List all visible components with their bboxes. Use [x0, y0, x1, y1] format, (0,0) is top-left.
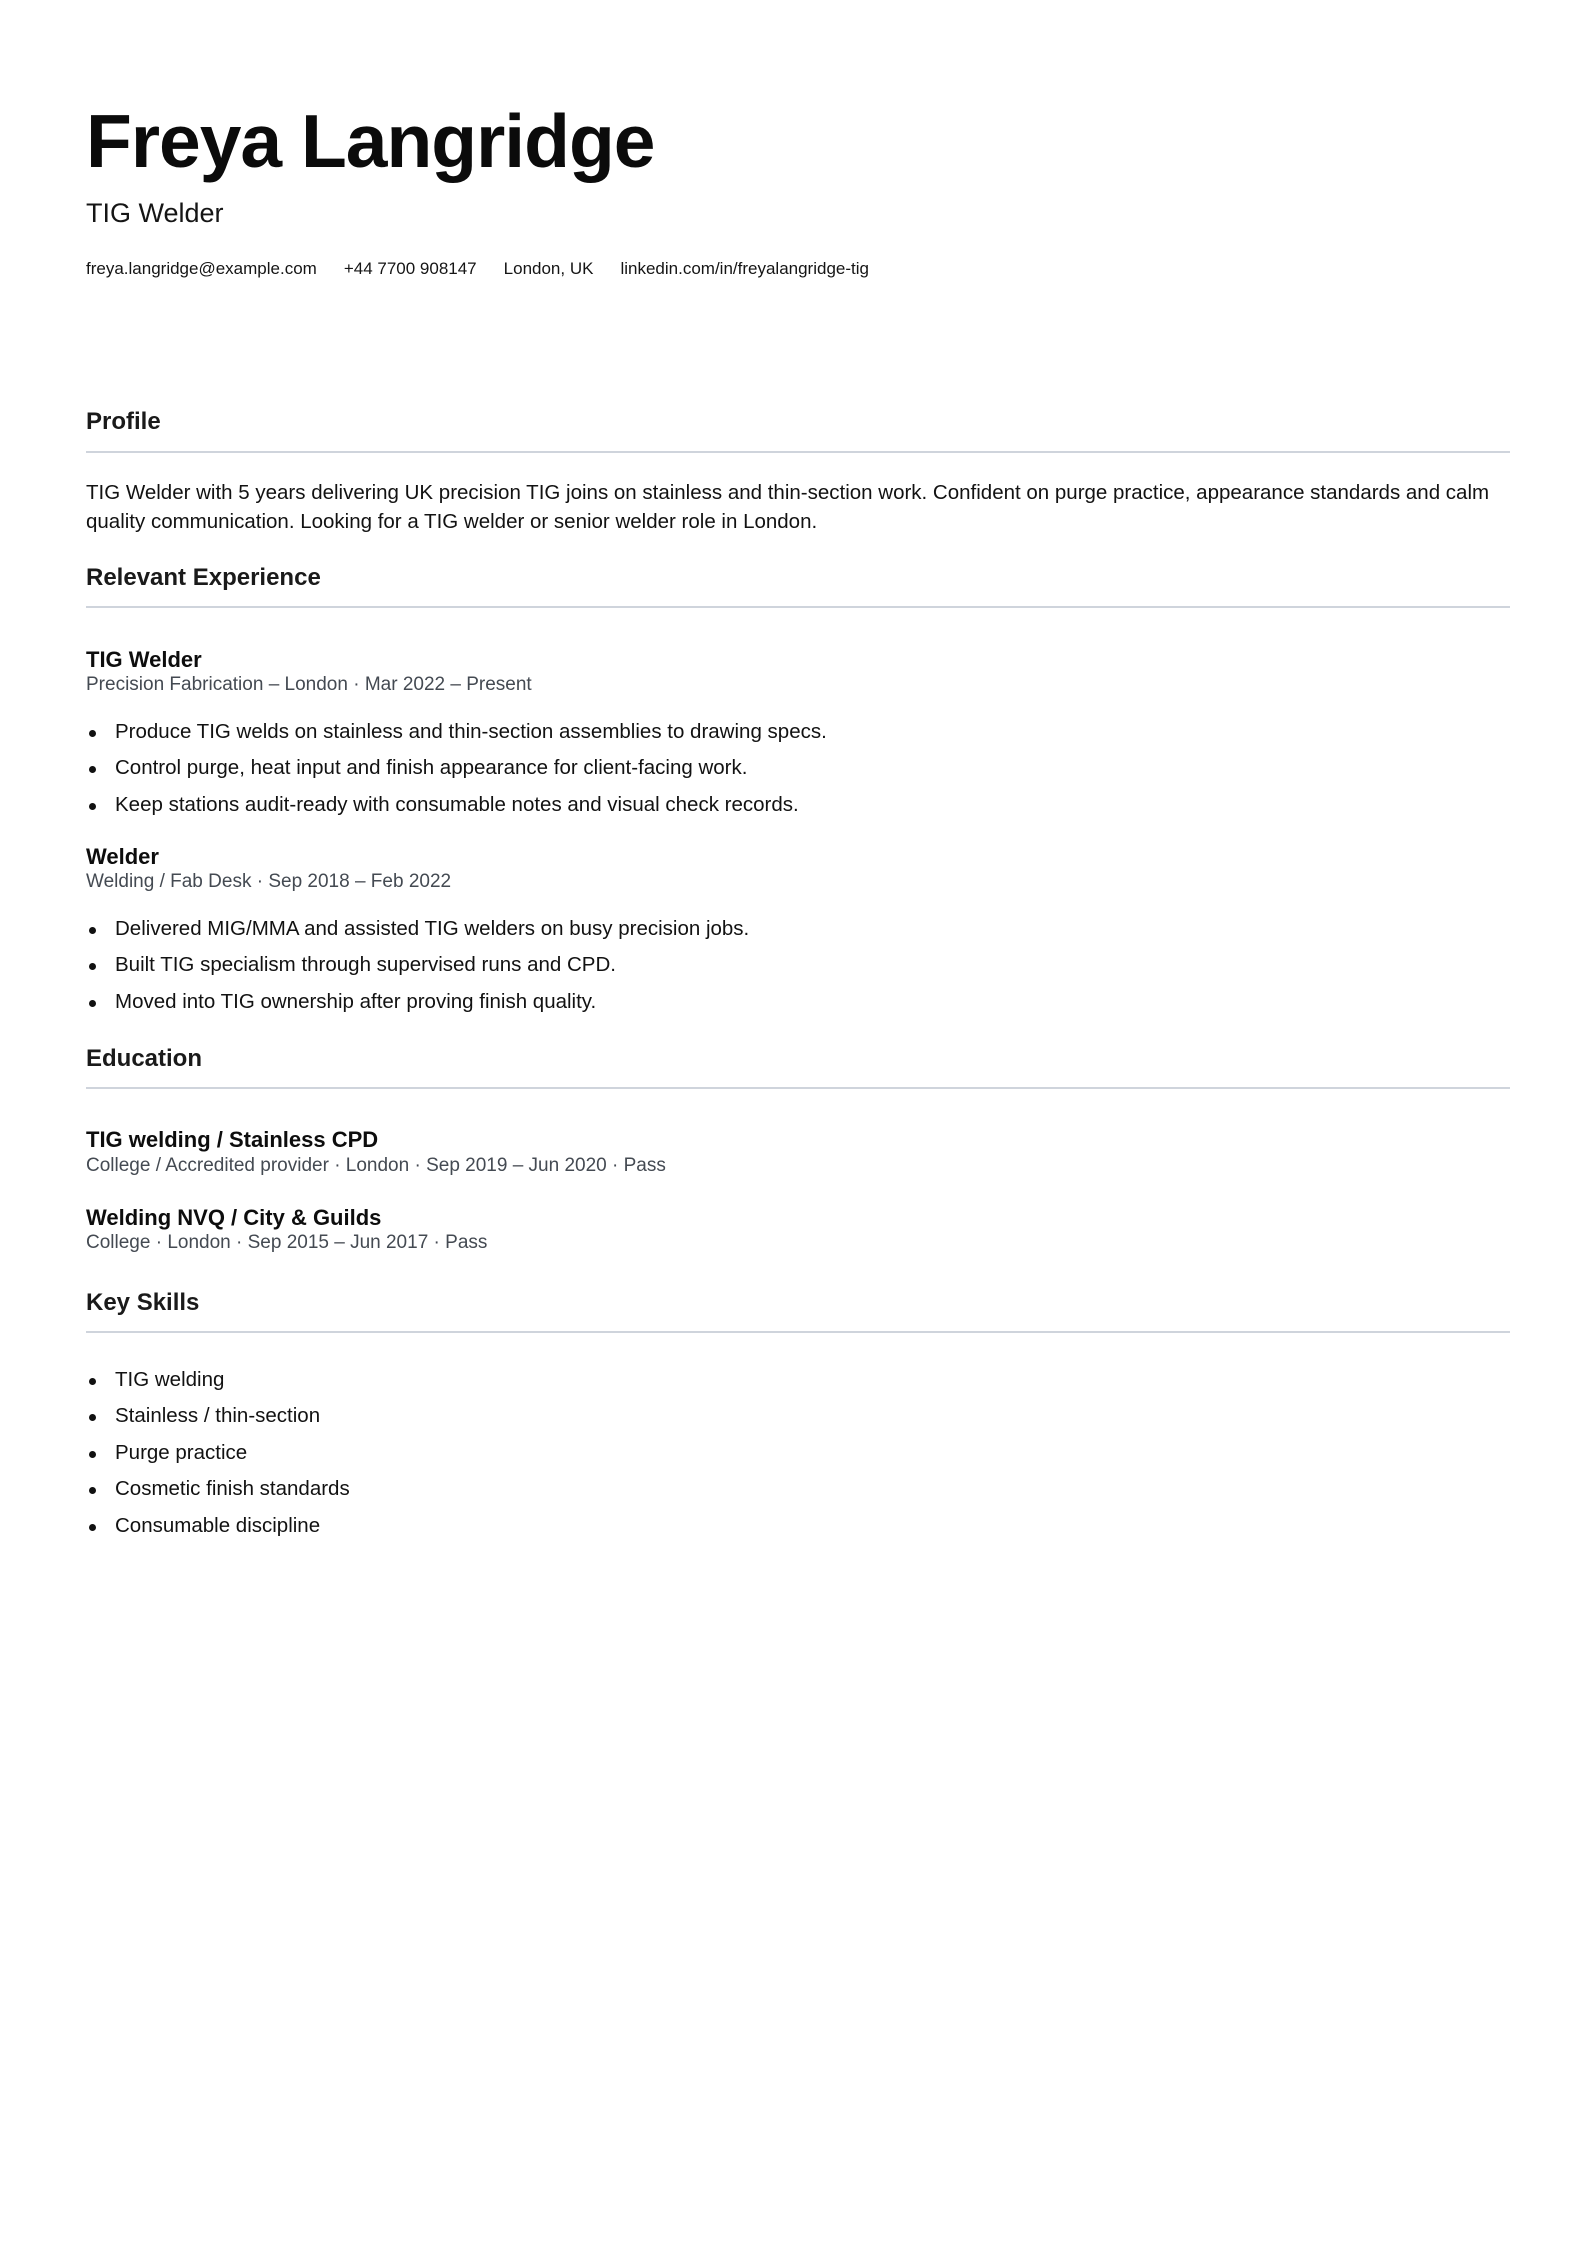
job-meta: Precision Fabrication – London · Mar 2022 – Present [86, 674, 532, 695]
education-title: TIG welding / Stainless CPD [86, 1127, 379, 1152]
skills-list [86, 1362, 1510, 1544]
section-title-skills: Key Skills [86, 1289, 200, 1316]
section-divider [86, 606, 1510, 608]
section-title-profile: Profile [86, 408, 161, 435]
education-meta: College · London · Sep 2015 – Jun 2017 · Pass [86, 1232, 488, 1253]
job-bullet: Built TIG specialism through supervised runs and CPD. [86, 947, 1510, 983]
section-title-experience: Relevant Experience [86, 564, 321, 591]
section-divider [86, 451, 1510, 453]
education-title: Welding NVQ / City & Guilds [86, 1205, 382, 1230]
skill-item: Purge practice [86, 1435, 1510, 1471]
skill-item: Stainless / thin-section [86, 1398, 1510, 1434]
candidate-name: Freya Langridge [86, 99, 655, 183]
contact-linkedin[interactable]: linkedin.com/in/freyalangridge-tig [620, 259, 869, 278]
job-bullet: Control purge, heat input and finish appearance for client-facing work. [86, 750, 1510, 786]
section-title-education: Education [86, 1045, 203, 1072]
job-title: TIG Welder [86, 647, 202, 672]
job-bullet: Moved into TIG ownership after proving finish quality. [86, 984, 1510, 1020]
section-divider [86, 1087, 1510, 1089]
contact-email[interactable]: freya.langridge@example.com [86, 259, 317, 278]
job-title: Welder [86, 844, 159, 869]
profile-summary: TIG Welder with 5 years delivering UK precision TIG joins on stainless and thin-section work. Confident on purge practice, appearance standards and calm quality communication. Looking for a TIG welder or senior welder role in London. [86, 481, 1490, 533]
skill-item: TIG welding [86, 1362, 1510, 1398]
job-bullets [86, 714, 1510, 823]
education-meta: College / Accredited provider · London · Sep 2019 – Jun 2020 · Pass [86, 1155, 666, 1176]
contact-phone[interactable]: +44 7700 908147 [343, 259, 477, 278]
contact-line [86, 257, 896, 281]
contact-location: London, UK [503, 259, 594, 278]
skill-item: Consumable discipline [86, 1508, 1510, 1544]
job-bullets [86, 911, 1510, 1020]
job-bullet: Keep stations audit-ready with consumable notes and visual check records. [86, 787, 1510, 823]
job-bullet: Delivered MIG/MMA and assisted TIG welders on busy precision jobs. [86, 911, 1510, 947]
job-meta: Welding / Fab Desk · Sep 2018 – Feb 2022 [86, 871, 452, 892]
candidate-headline: TIG Welder [86, 198, 224, 228]
job-bullet: Produce TIG welds on stainless and thin-section assemblies to drawing specs. [86, 714, 1510, 750]
skill-item: Cosmetic finish standards [86, 1471, 1510, 1507]
section-divider [86, 1331, 1510, 1333]
